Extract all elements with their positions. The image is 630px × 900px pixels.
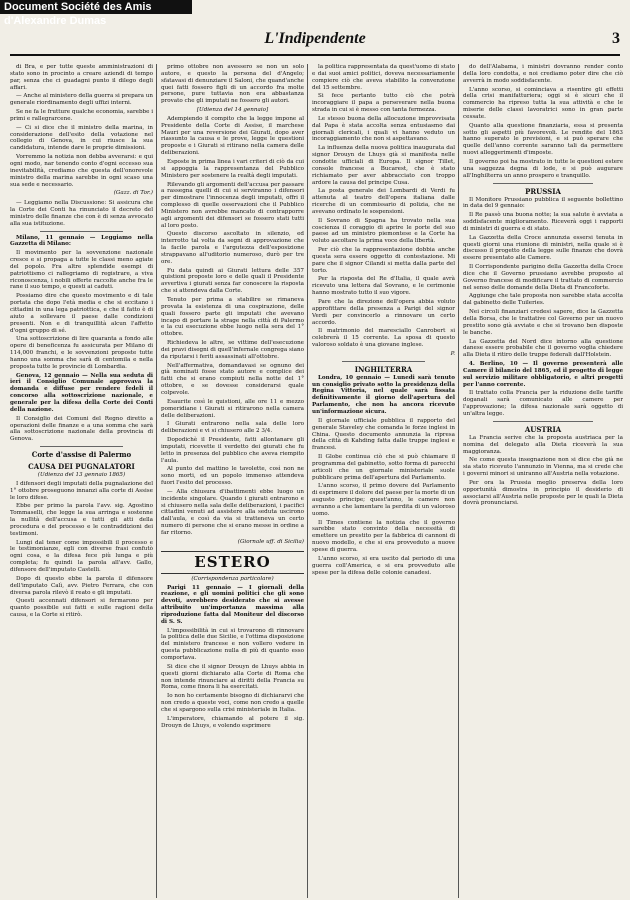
- dateline: Milano, 11 gennaio — Leggiamo nella Gazzetta di Milano:: [10, 234, 153, 248]
- paragraph: Esposte in prima linea i vari criteri di ciò da cui si appoggia la rappresentanza del Pubblico Ministero per sostenere la realtà degli imputati.: [161, 158, 304, 179]
- paragraph: Per ora la Prussia meglio preserva della loro opportunità dimostra in principio il desiderio di associarsi all'Austria nelle proposte per le quali la Dieta dovrà pronunciarsi.: [463, 479, 623, 507]
- column-divider: [458, 64, 459, 898]
- paragraph: Rilevando gli argomenti dell'accusa per passare a rassegna quelli di cui si serviranno i difensori per dimostrare l'innocenza degli imputati, offri il complesso di quelle osservazioni che il Pubblico Ministero non avrebbe mancato di contrapporre agli argomenti dei difensori se fossero stati tutti al loro posto.: [161, 181, 304, 229]
- page-number: 3: [612, 30, 620, 47]
- separator: [493, 421, 593, 422]
- paragraph: Il Monitore Prussiano pubblica il seguente bollettino in data del 9 gennaio:: [463, 196, 623, 210]
- section-heading: AUSTRIA: [524, 424, 562, 434]
- paragraph: Il Consiglio dei Comuni del Regno diretto a operazioni delle finanze e a una somma che sarà alla sottoscrizione nazionale della provincia di Genova.: [10, 415, 153, 443]
- paragraph: Le stesso buona della allocuzione improvvisata dal Papa è stata accolta senza entusiasmo dai giornali clericali, i quali vi hanno veduto un incoraggiamento che non si aspettavano.: [312, 115, 455, 143]
- paragraph: L'anno scorso, il primo dovere del Parlamento di esprimere il dolore del paese per la morte di un augusto principe; quest'anno, le camere non avranno a che lamentare la perdita di un valoroso uomo.: [312, 483, 455, 517]
- paragraph: Io non ho certamente bisogno di dichiararvi che non credo a queste voci, come non credo a quelle che si spargono sulla crisi ministeriale in Italia.: [161, 693, 304, 713]
- separator: [40, 231, 123, 232]
- paragraph: Esaurite così le quistioni, alle ore 11 e mezzo pomeridiane i Giurati si ritirarono nella camera delle deliberazioni.: [161, 398, 304, 419]
- author-initial: P.: [450, 350, 455, 357]
- newspaper-title: L'Indipendente: [264, 30, 366, 47]
- column-2: [161, 64, 304, 898]
- column-4: [463, 64, 623, 898]
- paragraph: La Francia serive che la proposta austriaca per la nomina del delegato alla Dieta riceverà la sua maggioranza.: [463, 434, 623, 455]
- paragraph: la politica rappresentata da quest'uomo di stato e dai suoi amici politici, doveva necessariamente compiere ciò che aveva stabilito la convenzione del 15 settembre.: [312, 64, 455, 91]
- paragraph: Il Globe continua ciò che si può chiamare il programma del gabinetto, sotto forma di parecchi articoli che un giornale ministeriale suole pubblicare prima dell'apertura del Parlamento.: [312, 454, 455, 481]
- masthead: [0, 14, 630, 60]
- paragraph: Questo discorso ascoltato in silenzio, ed interrotto tal volta da segni di approvazione che la facile parola e l'argutezza dell'esposizione strappavano all'uditorio numeroso, durò per tre ore.: [161, 231, 304, 265]
- source-banner: Document Société des Amis d'Alexandre Dumas: [0, 0, 192, 14]
- paragraph: Dopo di questo ebbe la parola il difensore dell'imputato Calì, avv. Pietro Ferrara, che con diversa parola rilevò il reato e gli imputati.: [10, 575, 153, 596]
- paragraph: primo ottobre non avessero se non un solo autore, e questo la persona del d'Angelo; sfatavasi di denunziare il Saloni, che quand'anche quei fatti fossero figli di un accordo fra molte persone, pure tuttavia non era abbastanza provato che gli imputati ne fossero gli autori.: [161, 64, 304, 105]
- dateline: Londra, 10 gennaio — Lunedi sarà tenuto un consiglio privato sotto la presidenza della Regina Vittoria, nel quale sarà fissata definitivamente il giorno dell'apertura del Parlamento, che non ha ancora ricevuto un'informazione sicura.: [312, 374, 455, 415]
- paragraph: Richiedeva le altre, se vittime dell'esecuzione dei pravi disegni di quell'infernale congrega siano da riputarsi i feriti assassinati all'ottobre.: [161, 340, 304, 360]
- paragraph: Il giornale ufficiale pubblica il rapporto del generale Staveley che comanda le forze inglesi in China. Questo documento annunzia la ripresa della città di Kahding fatta dalle truppe inglesi e francesi.: [312, 417, 455, 452]
- masthead-rule: [10, 54, 620, 56]
- paragraph: La posta generale dei Lombardi di Verdi fu attenuta al teatro dell'opera italiana dalle ricerche di un commissario di polizia, che ne avevano ordinato le sospensioni.: [312, 188, 455, 215]
- paragraph: Dopodichè il Presidente, fatti allontanare gli imputati, ricevette il verdetto dei giurati che fu letto in presenza del pubblico che aveva riempito l'aula.: [161, 437, 304, 464]
- paragraph: Ne come questa insegnazione non si dice che già ne sia stato ricevuto l'annunzio in Vienna, ma si crede che i governi minori si uniranno all'Austria nella votazione.: [463, 457, 623, 478]
- paragraph: L'anno scorso, si cominciava a risentire gli effetti della crisi manifatturiera; oggi si è sicuri che il commercio ha ripreso tutta la sua attività e che le miserie delle classi lavoratrici sono in gran parte cessate.: [463, 86, 623, 120]
- column-1: [10, 64, 153, 898]
- paragraph: Quanto alla questione finanziaria, essa si presenta sotto gli aspetti più favorevoli. Le rendite del 1863 hanno superato le previsioni, e si può sperare che quelle dell'anno corrente saranno tali da permettere nuovi alleggerimenti d'imposte.: [463, 122, 623, 157]
- paragraph: Aggiunge che tale proposta non sarebbe stata accolta dal gabinetto delle Tuileries.: [463, 293, 623, 307]
- paragraph: L'impossibilità in cui si trovarono di rinnovare la politica delle due Sicilie, e l'ottima disposizione del ministero francese e non vollero vedere in questa pubblicazione nulla di più di quanto esso comportava.: [161, 627, 304, 661]
- dateline: Parigi 11 gennaio — I giornali della reazione, e gli uomini politici che gli sono devoti, avrebbero desiderato che si avesse attribuito un'importanza massima alla riproduzione fatta dal Moniteur del discorso di S. S.: [161, 584, 304, 625]
- column-3: [312, 64, 455, 898]
- dateline: 4. Berlino, 10 — Il governo presenterà alle Camere il bilancio del 1865, ed il progetto di legge sul servizio militare obbligatorio, e altri progetti per l'anno corrente.: [463, 361, 623, 388]
- paragraph: La Gazzetta del Nord dice intorno alla questione danese essere probabile che il governo voglia chiedere alla Dieta il ritiro delle truppe federali dall'Holstein.: [463, 338, 623, 359]
- section-subtitle: (Corrispondenza particolare): [191, 575, 274, 582]
- session-date: (Udienza del 13 gennaio 1865): [37, 472, 126, 479]
- separator: [493, 183, 593, 184]
- paragraph: Nell'affermativa, domandavasi se ognuno dei già nominati fosse stato autore e complice dei fatti che si erano compiuti nella notte del 1° ottobre, e se dovesse considerarsi quale colpevole.: [161, 362, 304, 396]
- paragraph: Al punto del mattino le tavolette, così non ne sono morti, ed un popolo immenso attendeva fuori l'esito del processo.: [161, 466, 304, 487]
- paragraph: Il Sovrano di Spagna ha trovato nella sua coscienza il coraggio di aprire le porte del suo paese ad un ministro piemontese e la Corte ha voluto ascoltare la prima voce della libertà.: [312, 217, 455, 245]
- column-divider: [307, 64, 308, 898]
- paragraph: Tenuto per prima a stabilire se rimaneva provata la esistenza di una cospirazione, delle quali fossero parte gli imputati che avevano incapo di portare la strage nella città di Palermo e la cui esecuzione ebbe luogo nella sera del 1° ottobre.: [161, 297, 304, 338]
- paragraph: — Ci si dice che il ministro della marina, in considerazione dell'esito della votazione nel collegio di Genova, in cui riusce la sua candidatura, intende dare le proprie dimissioni.: [10, 124, 153, 152]
- separator: [342, 361, 425, 362]
- paragraph: Il Re passò una buona notte; la sua salute è avviata a soddisfacente miglioramento. Riceverà oggi i rapporti di ministri di guerra e di stato.: [463, 212, 623, 232]
- paragraph: — Anche al ministero della guerra si prepara un generale riordinamento degli uffizi interni.: [10, 93, 153, 107]
- paragraph: Lungi dal tener come impossibili il processo e le testimonianze, egli con diverse frasi confutò ogni cosa, e la difesa fece più lunga e più completa; fu quindi la parola all'avv. Gallo, difensore dell'imputato Castelli.: [10, 539, 153, 573]
- paragraph: Il matrimonio del maresciallo Canrobert si celebrerà il 15 corrente. La sposa di questo valoroso soldato è una giovane inglese.: [312, 328, 455, 349]
- paragraph: Si dice che il signor Drouyn de Lhuys abbia in questi giorni dichiarato alla Corte di Roma che non intende rinunciare ai diritti della Francia su Roma, come finora li ha esercitati.: [161, 663, 304, 691]
- section-heading: INGHILTERRA: [354, 364, 413, 374]
- paragraph: di Bra, e per tutte queste amministrazioni di stato sono in procinto a creare aziendi di tempo par, senza che ci guadagni punto il dilego degli affari.: [10, 64, 153, 91]
- paragraph: L'anno scorso, si era uscito dal periodo di una guerra coll'America, e si era provveduto alle spese per la difesa delle colonie canadesi.: [312, 555, 455, 576]
- section-heading: CAUSA DEI PUGNALATORI: [28, 462, 135, 472]
- paragraph: — Alla chiusura d'ibattimenti ebbe luogo un incidente singolare. Quando i giurati entrarono e si chiusero nella sala delle deliberazioni, i pacifici cittadini venuti ad assistere alla seduta uscirono dall'aula, e così da via si tratteneva un certo numero di persone che si erano messe in ordine a far ritorno.: [161, 488, 304, 536]
- paragraph: Il governo poi ha mostrato in tutte le questioni estere una saggezza degna di lode, e si può augurare all'Inghilterra un anno prospero e tranquillo.: [463, 158, 623, 179]
- paragraph: Il trattato colla Francia per la riduzione delle tariffe doganali sarà comunicato alle camere per l'approvazione; la difesa nazionale sarà oggetto di un'altra legge.: [463, 390, 623, 417]
- paragraph: Vorremmo la notizia non debba avverarsi: e qui ogni modo, nar tenendo conto d'ogni eccesso sua inevitabilità, crediamo che questa dell'onorevole ministro della marina sarebbe in ogni scaso una sua sede e necessario.: [10, 154, 153, 188]
- separator: [40, 446, 123, 447]
- paragraph: I difensori degli imputati della pugnalazione del 1° ottobre proseguono innanzi alla corte di Assise le loro difese.: [10, 480, 153, 501]
- paragraph: Il Times contiene la notizia che il governo sarebbe stato convinto della necessità di emettere un prestito per la fabbrica di cannoni di nuovo modello, e che si era provveduto a nuove spese di guerra.: [312, 519, 455, 553]
- dateline: Genova, 12 gennaio — Nella sua seduta di ieri il Consiglio Comunale approvava la domanda e diffuse per rendere fedeli il concorso alla sottoscrizione nazionale, e generale per la difesa della Corte dei Conti della nazione.: [10, 372, 153, 413]
- session-date: [Udienza del 14 gennaio]: [196, 107, 269, 114]
- paragraph: Pare che la direzione dell'opera abbia voluto approfittare della presenza a Parigi del signor Verdi per convincerlo a rinnovare un certo accordo.: [312, 299, 455, 326]
- section-heading: PRUSSIA: [525, 186, 561, 196]
- section-heading: Corte d'assise di Palermo: [31, 450, 132, 460]
- paragraph: Il movimento per la sovvenzione nazionale cresce e si propaga a tutte le classi meno agiate del popolo. Fra altre splendide esempi di patriottismo ci rallegriamo di registrare, a viva riconoscenza, i nobili offerte raccolte anche fra le rane il suo tempo, e questi ai caduti.: [10, 250, 153, 291]
- paragraph: Se ne fa le frutture qualche economia, sarebbe i primi e rallegrarcene.: [10, 109, 153, 122]
- source-attribution: (Giornale uff. di Sicilia): [237, 538, 304, 545]
- paragraph: La influenza della nuova politica inaugurata dal signor Drouyn de Lhuys già si manifesta nelle condotte ufficiali di Europa. Il signor Tillet, console francese a Bucarest, che è stato richiamato per aver abbracciato con troppo ardore la causa del principe Cusa.: [312, 145, 455, 186]
- paragraph: — Leggiamo nella Discussione: Si assicura che la Corte dei Conti ha rinunciato il decreto del ministro delle finanze che con è di senza avvocato alla sua istituzione.: [10, 200, 153, 227]
- paragraph: do dell'Alabama, i ministri dovranno render conto della loro condotta, e noi crediamo poter dire che ciò avverrà in modo soddisfacente.: [463, 64, 623, 84]
- paragraph: La Gazzetta della Croce annunzia essersi tenuta in questi giorni una riunione di ministri, nella quale si è discusso il progetto della legge sulle finanze che dovrà essere presentato alle Camere.: [463, 234, 623, 262]
- paragraph: Una sottoscrizione di lire quaranta a fondo alle opere di beneficenza fu assicurata per Milano di 114,000 franchi, e le sovvenzioni proposte tutte hanno una somma che sarà di centomila e nella proposta tutte le provincie di Lombardia.: [10, 336, 153, 370]
- paragraph: Possiamo dire che questo movimento e di tale portata che dopo l'età media e che si eccitano i cittadini in una lega patriottica, e che il fatto è di aiuto a sollevare il paese dalle condizioni presenti. Non e di tranquillità alcun l'affetto d'ogni gruppo di sé.: [10, 293, 153, 334]
- paragraph: Ebbe per primo la parola l'avv. sig. Agostino Tommaselli, che legge la sua arringa e sostenne la nullità dell'accusa e tutti gli atti della procedura e del processo e le contraddizioni dei testimoni.: [10, 503, 153, 537]
- source-attribution: (Gazz. di Tor.): [113, 190, 153, 197]
- paragraph: L'imperatore, chiamando al potere il sig. Drouyn de Lhuys, e volendo esprimere: [161, 715, 304, 729]
- paragraph: Nei circoli finanziari credesi sapere, dice la Gazzetta della Borsa, che le trattative col Governo per un nuovo prestito sono già avviate e che si trovano ben disposte le banche.: [463, 309, 623, 336]
- paragraph: I Giurati entrarono nella sala delle loro deliberazioni e vi si chiusero alle 2 3/4.: [161, 421, 304, 435]
- paragraph: Per ciò che la rappresentazione dobbia anche questa sera essere oggetto di contestazione. Mi pare che il signor Cilandi si metta dalla parte del torto.: [312, 247, 455, 274]
- paragraph: Adempiendo il compito che la legge impone al Presidente della Corte di Assise, il marchese Mauri per una reversione dei Giurati, dopo aver riassunto la causa e le prove, legge le questioni proposte e i Giurati si ritirano nella camera delle deliberazioni.: [161, 115, 304, 157]
- paragraph: Il Corrispondente parigino della Gazzetta della Croce dice che il Governo prussiano avrebbe proposto al Governo francese di modificare il trattato di commercio nel senso delle domande della Dieta di Francoforte.: [463, 264, 623, 291]
- paragraph: Questi accennati difensori si fermarono per quanto possibile sui fatti e sulle ragioni della causa, e la Corte si ritirò.: [10, 598, 153, 619]
- column-divider: [156, 64, 157, 898]
- paragraph: Si fece pertanto tutto ciò che potrà incoraggiare il papa a perseverare nella buona strada in cui si è messo con tanta fermezza.: [312, 93, 455, 114]
- paragraph: Per la risposta del Re d'Italia, il quale avrà ricevuto una lettera dal Sovrano, e le cerimonie hanno mostrato tutto il suo vigore.: [312, 276, 455, 297]
- section-heading-estero: ESTERO: [161, 551, 304, 574]
- paragraph: Fu data quindi ai Giurati lettura delle 357 quistioni proposte loro e delle quali il Presidente avvertiva i giurati senza far conoscere la risposta che si attendeva dalla Corte.: [161, 267, 304, 295]
